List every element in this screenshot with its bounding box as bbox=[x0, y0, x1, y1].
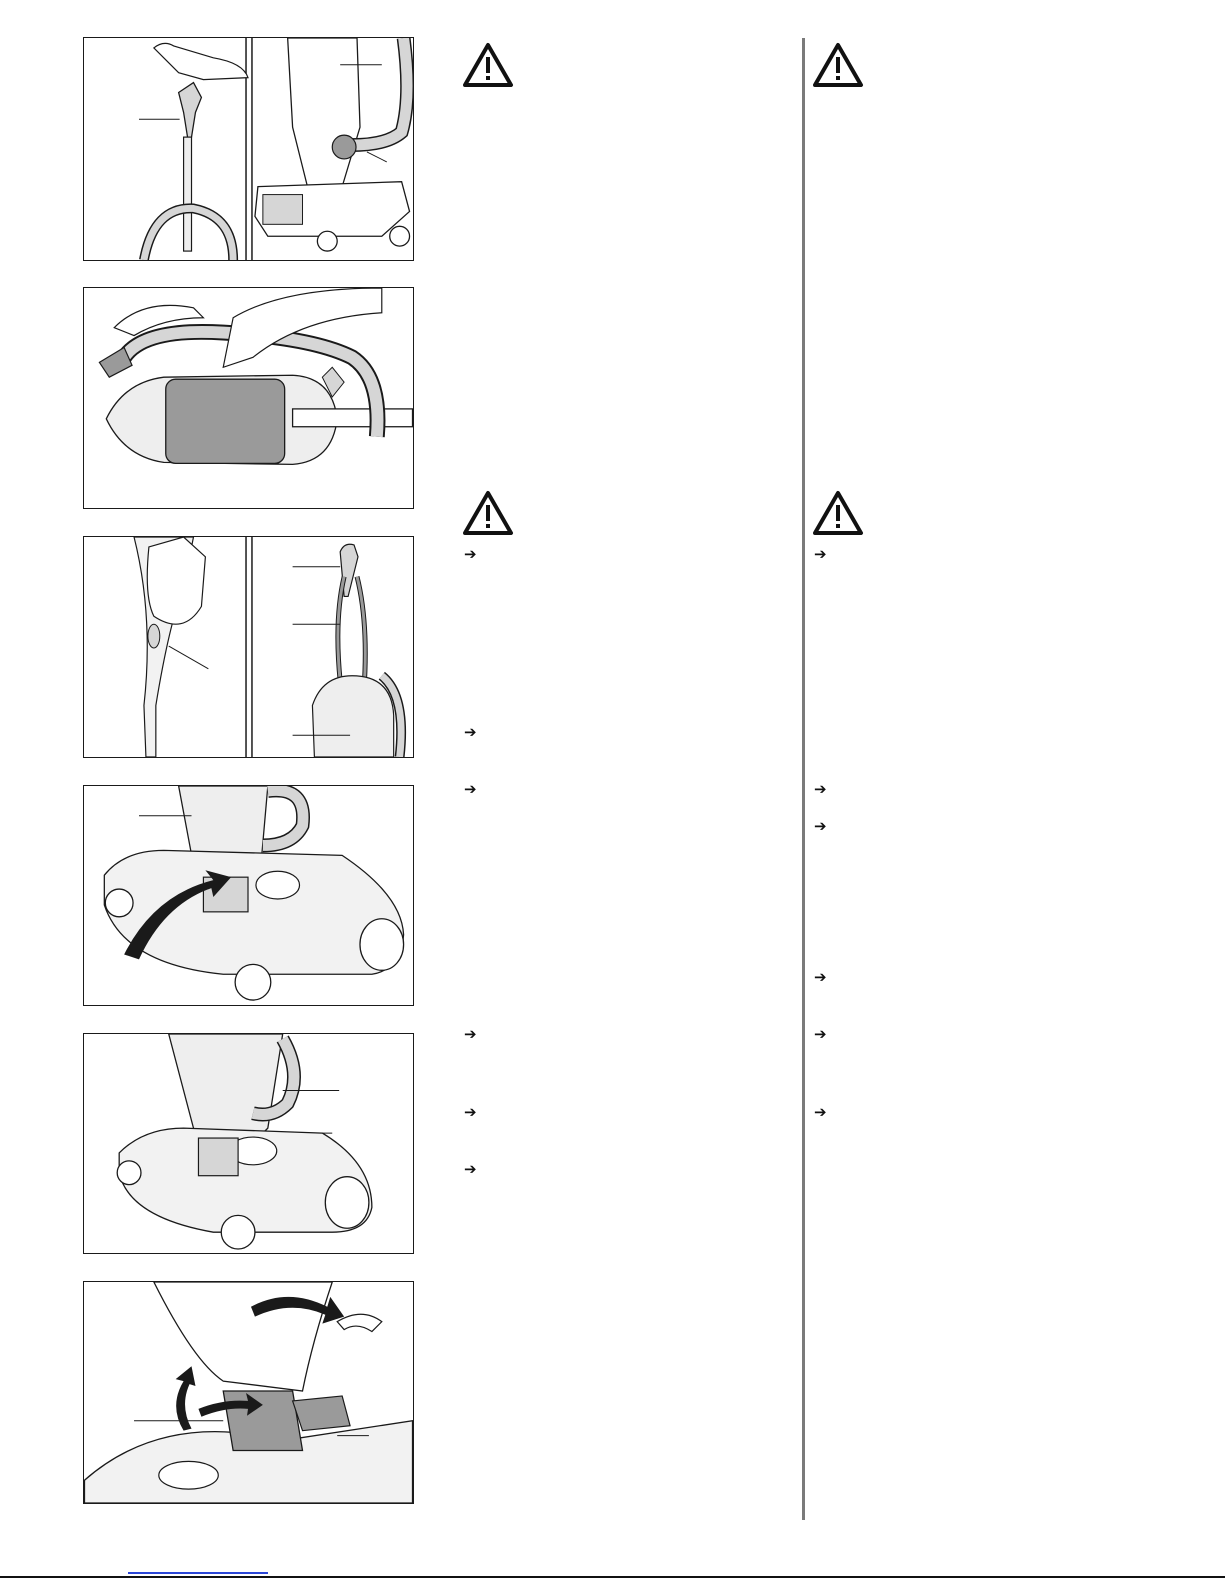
warning-triangle-icon bbox=[462, 490, 514, 536]
figure-handle-and-hose-drawing bbox=[84, 38, 413, 260]
bullet-arrow-icon: ➔ bbox=[464, 780, 477, 798]
bullet-arrow-icon: ➔ bbox=[814, 1025, 827, 1043]
figure-cord-wrap bbox=[83, 536, 414, 758]
warning-triangle-icon bbox=[462, 42, 514, 88]
figure-cord-wrap-drawing bbox=[84, 537, 413, 757]
column-divider bbox=[802, 38, 805, 1520]
bullet-arrow-icon: ➔ bbox=[814, 545, 827, 563]
bullet-arrow-icon: ➔ bbox=[814, 1103, 827, 1121]
bullet-arrow-icon: ➔ bbox=[464, 545, 477, 563]
figure-power-nozzle-attached-drawing bbox=[84, 1034, 413, 1253]
bullet-arrow-icon: ➔ bbox=[814, 968, 827, 986]
bottom-link-underline[interactable] bbox=[128, 1572, 268, 1574]
warning-triangle-icon bbox=[812, 490, 864, 536]
figure-canister-carry bbox=[83, 287, 414, 509]
bullet-arrow-icon: ➔ bbox=[464, 1025, 477, 1043]
bullet-arrow-icon: ➔ bbox=[464, 1160, 477, 1178]
figure-handle-and-hose bbox=[83, 37, 414, 261]
bullet-arrow-icon: ➔ bbox=[814, 780, 827, 798]
warning-triangle-icon bbox=[812, 42, 864, 88]
figure-canister-carry-drawing bbox=[84, 288, 413, 508]
bullet-arrow-icon: ➔ bbox=[464, 1103, 477, 1121]
bottom-rule bbox=[0, 1576, 1225, 1578]
bullet-arrow-icon: ➔ bbox=[814, 817, 827, 835]
bullet-arrow-icon: ➔ bbox=[464, 723, 477, 741]
figure-nozzle-swivel bbox=[83, 1281, 414, 1504]
figure-power-nozzle-attached bbox=[83, 1033, 414, 1254]
figure-nozzle-swivel-drawing bbox=[84, 1282, 413, 1503]
figure-power-nozzle-release bbox=[83, 785, 414, 1006]
figure-power-nozzle-release-drawing bbox=[84, 786, 413, 1005]
